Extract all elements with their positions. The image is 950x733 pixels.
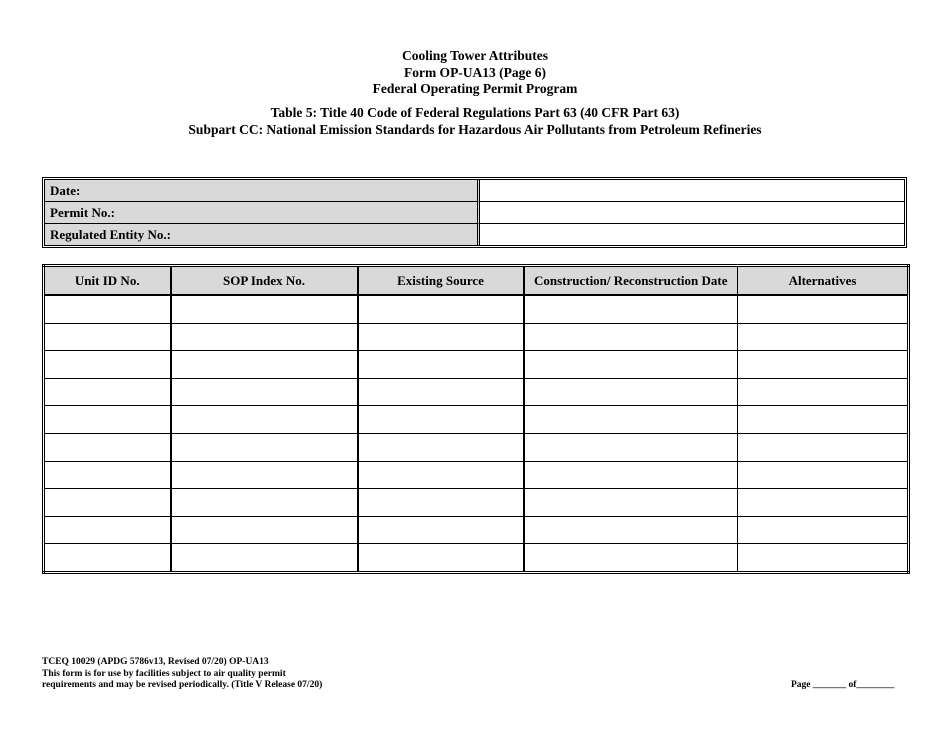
table-cell[interactable] — [171, 378, 358, 406]
table-cell[interactable] — [358, 378, 524, 406]
table-cell[interactable] — [358, 323, 524, 351]
table-cell[interactable] — [44, 378, 171, 406]
table-cell[interactable] — [358, 351, 524, 379]
form-title: Cooling Tower Attributes — [401, 48, 548, 63]
table-cell[interactable] — [44, 295, 171, 323]
table-cell[interactable] — [738, 516, 909, 544]
table-cell[interactable] — [358, 489, 524, 517]
table-cell[interactable] — [524, 295, 738, 323]
table-header-row — [44, 266, 909, 296]
col-header-unit-id: Unit ID No. — [44, 266, 171, 296]
table-row — [44, 489, 909, 517]
table-cell[interactable] — [358, 461, 524, 489]
table-cell[interactable] — [44, 351, 171, 379]
table-cell[interactable] — [358, 544, 524, 573]
col-header-existing-source: Existing Source — [358, 266, 524, 296]
table-row — [44, 516, 909, 544]
table-cell[interactable] — [171, 544, 358, 573]
table-cell[interactable] — [171, 295, 358, 323]
table-row — [44, 461, 909, 489]
form-footer — [42, 657, 322, 692]
regulated-entity-field[interactable] — [480, 224, 904, 245]
table-cell[interactable] — [171, 323, 358, 351]
table-cell[interactable] — [171, 516, 358, 544]
table-cell[interactable] — [524, 544, 738, 573]
table-cell[interactable] — [738, 406, 909, 434]
form-number: Form OP-UA13 (Page 6) — [403, 64, 547, 80]
table-cell[interactable] — [524, 433, 738, 461]
permit-no-field[interactable] — [480, 202, 904, 224]
table-cell[interactable] — [171, 406, 358, 434]
table-row — [44, 433, 909, 461]
table-cell[interactable] — [44, 544, 171, 573]
regulated-entity-label: Regulated Entity No.: — [45, 224, 480, 245]
permit-info-table — [42, 177, 907, 248]
footer-revision-note: requirements and may be revised periodically. (Title V Release 07/20) — [42, 680, 323, 690]
col-header-alternatives: Alternatives — [738, 266, 909, 296]
footer-usage-note: This form is for use by facilities subject to air quality permit — [42, 668, 286, 679]
table-cell[interactable] — [524, 323, 738, 351]
table-cell[interactable] — [738, 323, 909, 351]
table-cell[interactable] — [524, 351, 738, 379]
permit-no-label: Permit No.: — [45, 202, 480, 224]
col-header-sop-index: SOP Index No. — [171, 266, 358, 296]
table-heading — [0, 105, 950, 138]
page-number: Page _______ of________ — [791, 680, 895, 690]
table-cell[interactable] — [358, 516, 524, 544]
date-field[interactable] — [480, 180, 904, 202]
table-cell[interactable] — [171, 461, 358, 489]
table-cell[interactable] — [738, 489, 909, 517]
table-cell[interactable] — [44, 461, 171, 489]
table-cell[interactable] — [171, 433, 358, 461]
table-cell[interactable] — [738, 461, 909, 489]
footer-form-id: TCEQ 10029 (APDG 5786v13, Revised 07/20) OP-UA13 — [42, 657, 269, 667]
table-cell[interactable] — [171, 489, 358, 517]
table-cell[interactable] — [358, 295, 524, 323]
table-row — [44, 406, 909, 434]
table-row — [44, 295, 909, 323]
table-cell[interactable] — [738, 433, 909, 461]
form-header — [0, 48, 950, 98]
table-cell[interactable] — [524, 378, 738, 406]
table-cell[interactable] — [44, 516, 171, 544]
table-row — [44, 323, 909, 351]
date-label: Date: — [45, 180, 480, 202]
entity-row — [45, 224, 904, 245]
table-cell[interactable] — [738, 544, 909, 573]
table-cell[interactable] — [738, 378, 909, 406]
table-cell[interactable] — [44, 323, 171, 351]
table-cell[interactable] — [171, 351, 358, 379]
table-cell[interactable] — [44, 489, 171, 517]
table-cell[interactable] — [358, 433, 524, 461]
permit-row — [45, 202, 904, 224]
col-header-construction-date: Construction/ Reconstruction Date — [524, 266, 738, 296]
table-cell[interactable] — [524, 516, 738, 544]
attributes-table — [42, 264, 910, 574]
table-cell[interactable] — [44, 406, 171, 434]
program-name: Federal Operating Permit Program — [372, 81, 578, 96]
table-row — [44, 351, 909, 379]
table-cell[interactable] — [524, 406, 738, 434]
table-cell[interactable] — [358, 406, 524, 434]
table-title: Table 5: Title 40 Code of Federal Regulations Part 63 (40 CFR Part 63) — [270, 105, 680, 120]
table-cell[interactable] — [738, 295, 909, 323]
table-cell[interactable] — [524, 489, 738, 517]
table-row — [44, 378, 909, 406]
subpart-title: Subpart CC: National Emission Standards for Hazardous Air Pollutants from Petroleum Refineries — [188, 121, 762, 137]
date-row — [45, 180, 904, 202]
table-cell[interactable] — [738, 351, 909, 379]
table-cell[interactable] — [524, 461, 738, 489]
table-cell[interactable] — [44, 433, 171, 461]
table-row — [44, 544, 909, 573]
